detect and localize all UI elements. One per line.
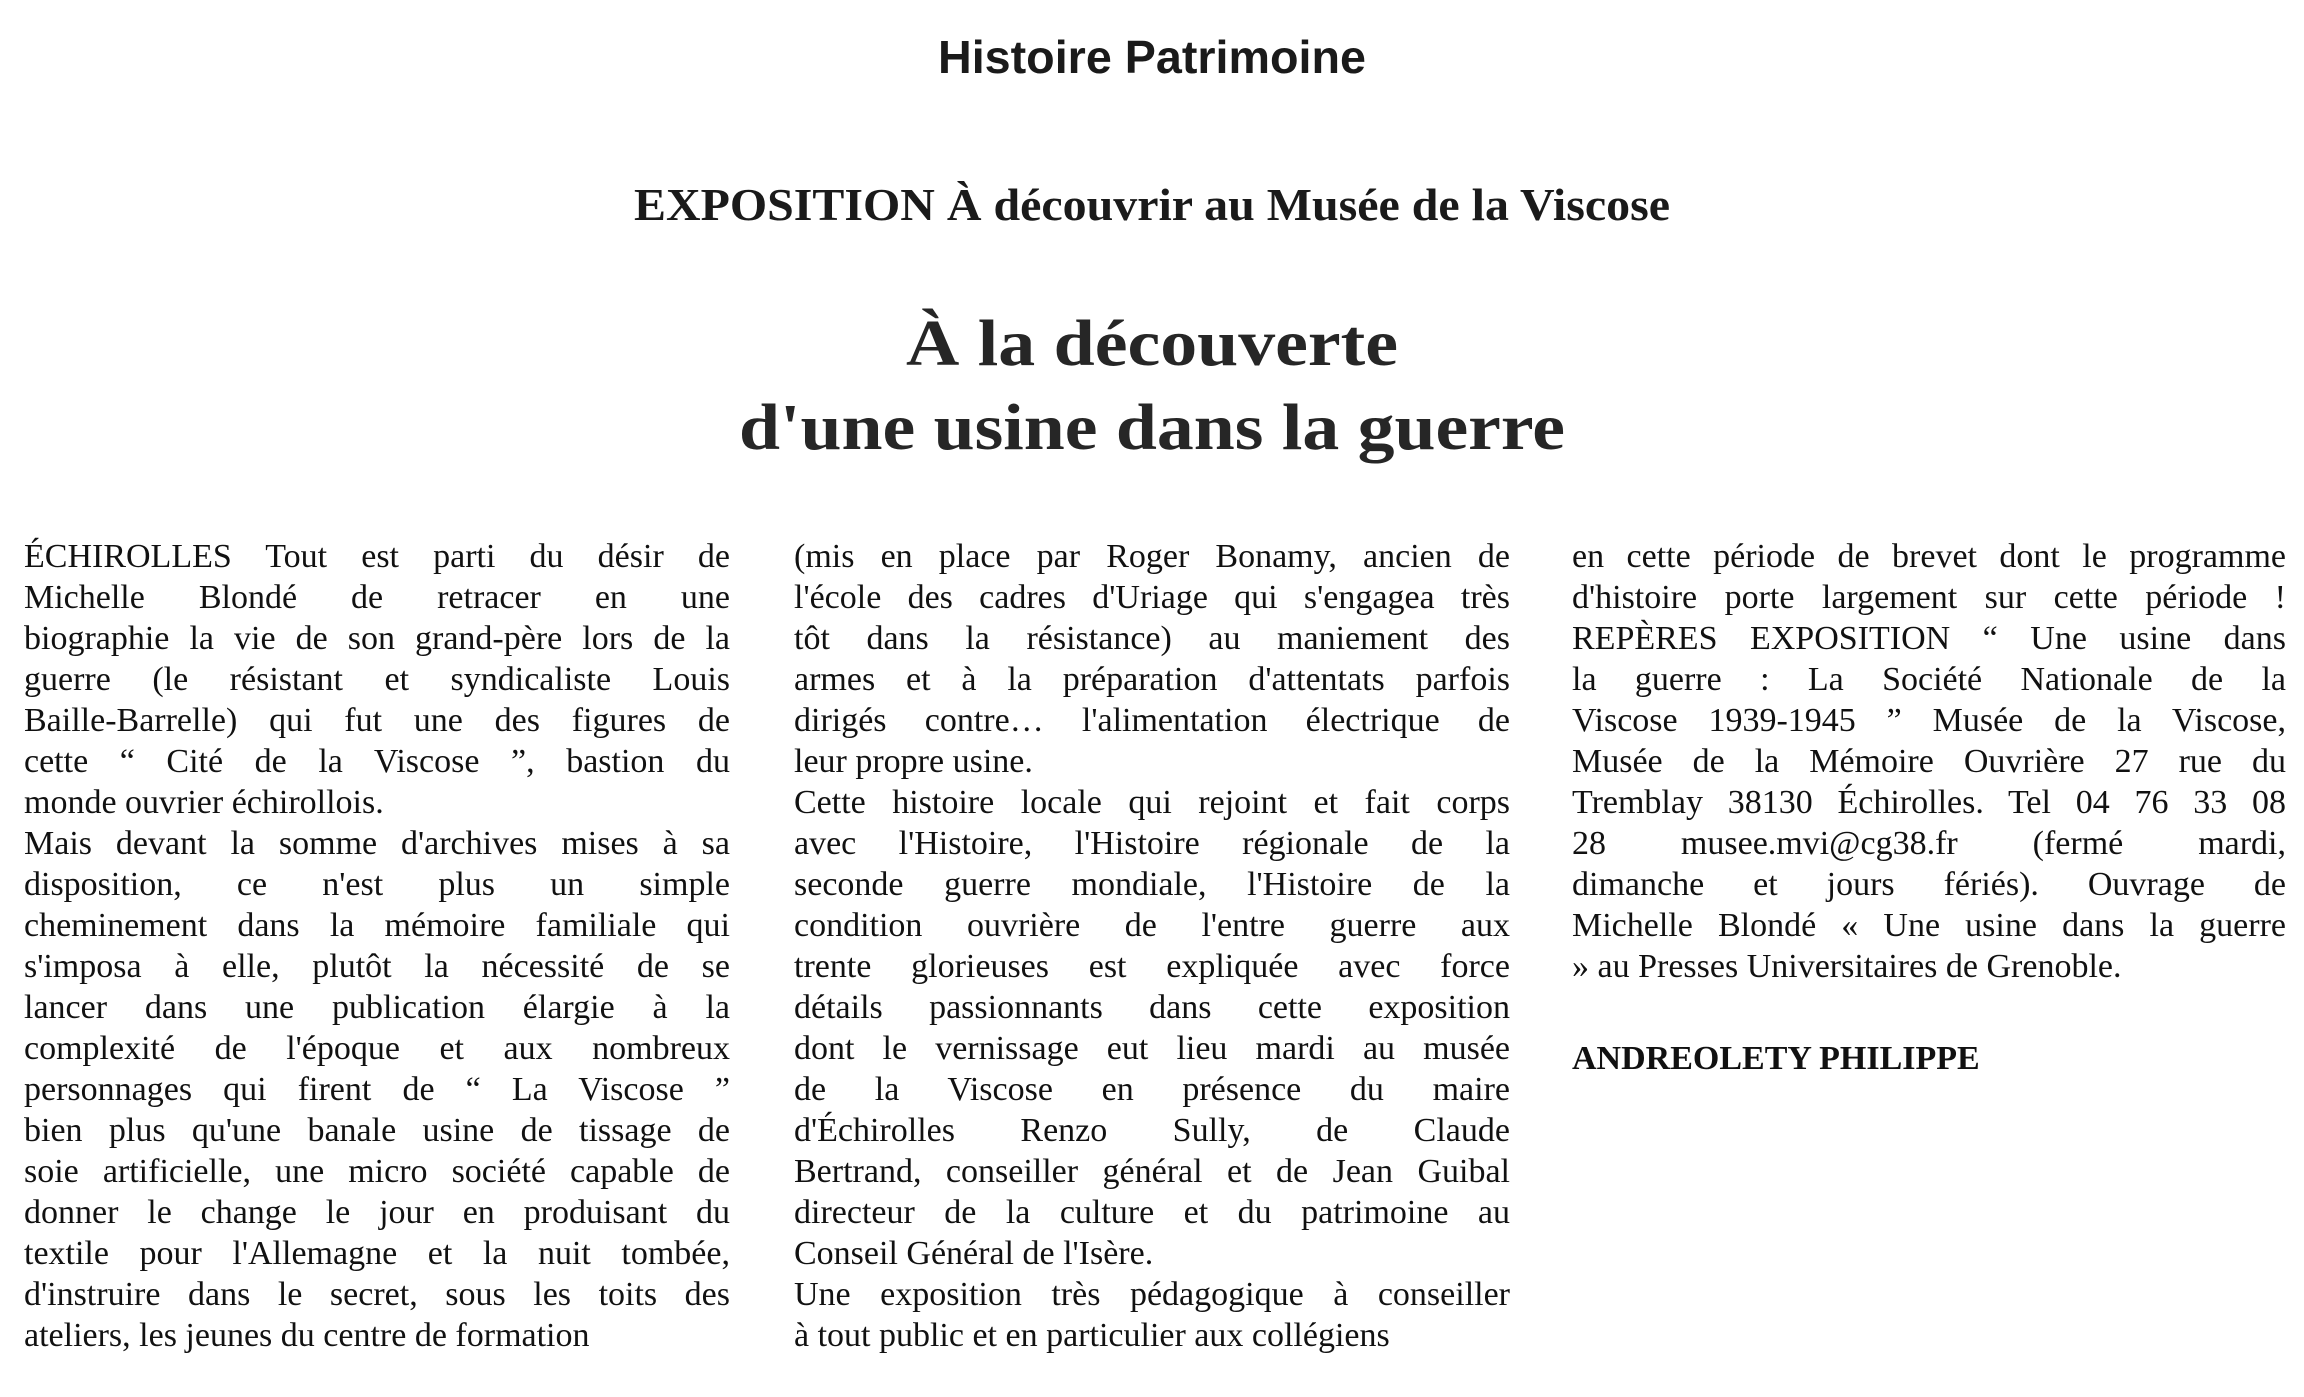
article-line: d'Échirolles Renzo Sully, de Claude xyxy=(794,1112,1510,1149)
headline-line-1: À la découverte xyxy=(906,307,1398,380)
article-line: dirigés contre… l'alimentation électrique de xyxy=(794,702,1510,739)
article-line: tôt dans la résistance) au maniement des xyxy=(794,620,1510,657)
article-line: d'histoire porte largement sur cette période ! xyxy=(1572,579,2286,616)
article-line: bien plus qu'une banale usine de tissage de xyxy=(24,1112,730,1149)
article-line: trente glorieuses est expliquée avec force xyxy=(794,948,1510,985)
article-line: guerre (le résistant et syndicaliste Louis xyxy=(24,661,730,698)
article-line: biographie la vie de son grand-père lors de la xyxy=(24,620,730,657)
section-rubric: Histoire Patrimoine xyxy=(938,31,1366,83)
article-line: directeur de la culture et du patrimoine au xyxy=(794,1194,1510,1231)
article-line: Baille-Barrelle) qui fut une des figures de xyxy=(24,702,730,739)
article-line: avec l'Histoire, l'Histoire régionale de la xyxy=(794,825,1510,862)
article-line: complexité de l'époque et aux nombreux xyxy=(24,1030,730,1067)
article-line: textile pour l'Allemagne et la nuit tombée, xyxy=(24,1235,730,1272)
article-line: Viscose 1939-1945 ” Musée de la Viscose, xyxy=(1572,702,2286,739)
article-line: lancer dans une publication élargie à la xyxy=(24,989,730,1026)
article-line: cette “ Cité de la Viscose ”, bastion du xyxy=(24,743,730,780)
article-line: seconde guerre mondiale, l'Histoire de la xyxy=(794,866,1510,903)
article-column-1 xyxy=(24,536,730,1356)
article-line: Conseil Général de l'Isère. xyxy=(794,1235,1154,1272)
article-line: disposition, ce n'est plus un simple xyxy=(24,866,730,903)
article-line: en cette période de brevet dont le programme xyxy=(1572,538,2286,575)
article-line: la guerre : La Société Nationale de la xyxy=(1572,661,2286,698)
article-line: s'imposa à elle, plutôt la nécessité de se xyxy=(24,948,730,985)
headline-line-2: d'une usine dans la guerre xyxy=(739,391,1565,464)
article-line: Bertrand, conseiller général et de Jean Guibal xyxy=(794,1153,1510,1190)
article-line: de la Viscose en présence du maire xyxy=(794,1071,1510,1108)
article-line: détails passionnants dans cette exposition xyxy=(794,989,1510,1026)
article-line: Michelle Blondé « Une usine dans la guerre xyxy=(1572,907,2286,944)
article-line: ÉCHIROLLES Tout est parti du désir de xyxy=(24,538,730,575)
article-line: Musée de la Mémoire Ouvrière 27 rue du xyxy=(1572,743,2286,780)
article-line: armes et à la préparation d'attentats parfois xyxy=(794,661,1510,698)
article-line: d'instruire dans le secret, sous les toits des xyxy=(24,1276,730,1313)
kicker-heading: EXPOSITION À découvrir au Musée de la Viscose xyxy=(634,179,1670,230)
article-line: condition ouvrière de l'entre guerre aux xyxy=(794,907,1510,944)
article-line: » au Presses Universitaires de Grenoble. xyxy=(1572,948,2122,985)
article-column-3 xyxy=(1572,536,2286,987)
article-line: (mis en place par Roger Bonamy, ancien de xyxy=(794,538,1510,575)
article-line: monde ouvrier échirollois. xyxy=(24,784,384,821)
article-line: Michelle Blondé de retracer en une xyxy=(24,579,730,616)
article-line: cheminement dans la mémoire familiale qui xyxy=(24,907,730,944)
article-line: 28 musee.mvi@cg38.fr (fermé mardi, xyxy=(1572,825,2286,862)
article-line: dimanche et jours fériés). Ouvrage de xyxy=(1572,866,2286,903)
article-line: Une exposition très pédagogique à conseiller xyxy=(794,1276,1510,1313)
article-line: personnages qui firent de “ La Viscose ” xyxy=(24,1071,730,1108)
article-line: leur propre usine. xyxy=(794,743,1033,780)
author-byline: ANDREOLETY PHILIPPE xyxy=(1572,1040,1980,1077)
article-line: donner le change le jour en produisant du xyxy=(24,1194,730,1231)
article-line: à tout public et en particulier aux collégiens xyxy=(794,1317,1390,1354)
article-line: l'école des cadres d'Uriage qui s'engagea très xyxy=(794,579,1510,616)
article-column-2 xyxy=(794,536,1510,1356)
article-line: Cette histoire locale qui rejoint et fait corps xyxy=(794,784,1510,821)
article-line: Tremblay 38130 Échirolles. Tel 04 76 33 08 xyxy=(1572,784,2286,821)
article-line: soie artificielle, une micro société capable de xyxy=(24,1153,730,1190)
article-line: dont le vernissage eut lieu mardi au musée xyxy=(794,1030,1510,1067)
article-line: ateliers, les jeunes du centre de formation xyxy=(24,1317,590,1354)
article-line: REPÈRES EXPOSITION “ Une usine dans xyxy=(1572,620,2286,657)
article-line: Mais devant la somme d'archives mises à sa xyxy=(24,825,730,862)
